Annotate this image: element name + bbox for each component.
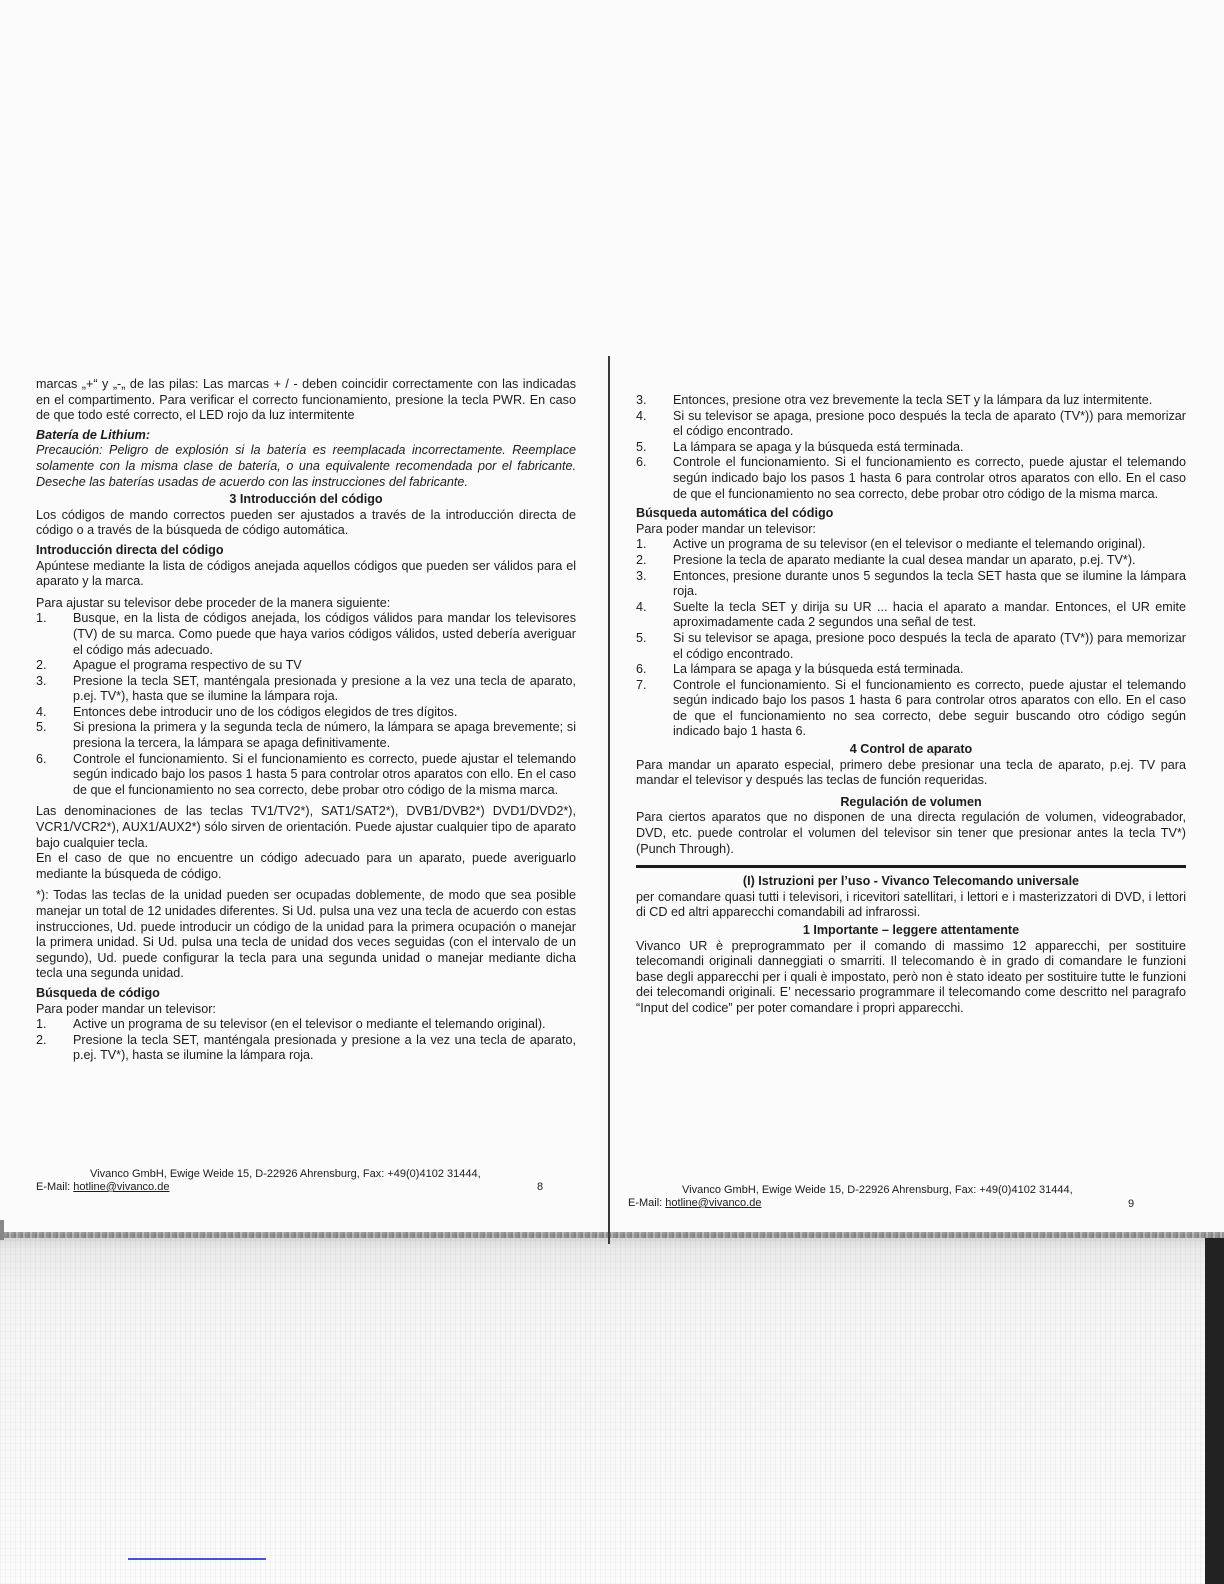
code-search-intro: Para poder mandar un televisor: xyxy=(36,1001,216,1016)
section4-text: Para mandar un aparato especial, primero debe presionar una tecla de aparato, p.ej. TV para mandar el televisor y después las teclas de función requeridas. xyxy=(636,757,1186,788)
italian-intro: per comandare quasi tutti i televisori, i ricevitori satellitari, i lettori e i masterizzatori di DVD, i lettori di CD ed altri apparecchi comandabili ad infrarossi. xyxy=(636,889,1186,920)
section-divider xyxy=(636,865,1186,868)
code-search-heading: Búsqueda de código xyxy=(36,985,160,1000)
list-item: 7. Controle el funcionamiento. Si el funcionamiento es correcto, puede ajustar el telemando según indicado bajo los pasos 1 hasta 6 para controlar otros aparatos con ello. En el caso de que el funcionamiento no sea correcto, debe seguir buscando otro código según indicado bajo 1 hasta 6. xyxy=(636,677,1186,739)
page-9 xyxy=(612,0,1224,1584)
list-item: 2. Presione la tecla de aparato mediante la cual desea mandar un aparato, p.ej. TV*). xyxy=(636,552,1136,567)
right-column xyxy=(636,393,1186,1017)
page-number: 8 xyxy=(537,1181,544,1193)
footer-address: Vivanco GmbH, Ewige Weide 15, D-22926 Ahrensburg, Fax: +49(0)4102 31444, xyxy=(90,1168,481,1180)
battery-intro-text: marcas „+“ y „-„ de las pilas: Las marcas + / - deben coincidir correctamente con las indicadas en el compartimento. Para verificar el correcto funcionamiento, presione la tecla PWR. En caso de que todo esté correcto, el LED rojo da luz intermitente xyxy=(36,377,576,423)
volume-text: Para ciertos aparatos que no disponen de una directa regulación de volumen, videograbador, DVD, etc. puede controlar el volumen del televisor sin tener que presionar antes la tecla TV*) (Punch Through). xyxy=(636,810,1186,856)
procedure-text: Para ajustar su televisor debe proceder de la manera siguiente: xyxy=(36,595,391,610)
list-item: 6. Controle el funcionamiento. Si el funcionamiento es correcto, puede ajustar el telemando según indicado bajo los pasos 1 hasta 6 para controlar otros aparatos con ello. En el caso de que el funcionamiento no sea correcto, debe probar otro código de la misma marca. xyxy=(636,455,1186,501)
search-steps-continued xyxy=(636,393,1186,502)
list-item: 6. Controle el funcionamiento. Si el funcionamiento es correcto, puede ajustar el telemando según indicado bajo los pasos 1 hasta 5 para controlar otros aparatos con ello. En el caso de que el funcionamiento no sea correcto, debe probar otro código de la misma marca. xyxy=(36,751,576,797)
section3-title: 3 Introducción del código xyxy=(229,492,383,507)
list-item: 2. Apague el programa respectivo de su TV xyxy=(36,658,302,673)
list-item: 1. Active un programa de su televisor (en el televisor o mediante el telemando original). xyxy=(36,1017,546,1032)
left-column xyxy=(36,377,576,1064)
direct-code-heading: Introducción directa del código xyxy=(36,542,224,557)
battery-caution-text: Precaución: Peligro de explosión si la batería es reemplacada incorrectamente. Reemplace solamente con la misma clase de batería, o una equivalente recomendada por el fabricante. Deseche las baterías usadas de acuerdo con las instrucciones del fabricante. xyxy=(36,443,576,489)
italian-section1-title: 1 Importante – leggere attentamente xyxy=(802,923,1020,937)
search-steps-list xyxy=(36,1017,576,1064)
auto-search-intro: Para poder mandar un televisor: xyxy=(636,521,816,536)
auto-search-heading: Búsqueda automática del código xyxy=(636,506,834,521)
direct-steps-list xyxy=(36,611,576,798)
list-item: 6. La lámpara se apaga y la búsqueda está terminada. xyxy=(636,662,964,677)
footer-email-link[interactable]: hotline@vivanco.de xyxy=(665,1197,762,1209)
section3-text: Los códigos de mando correctos pueden ser ajustados a través de la introducción directa de código o a través de la búsqueda de código automática. xyxy=(36,507,576,538)
list-item: 5. Si su televisor se apaga, presione poco después la tecla de aparato (TV*)) para memorizar el código encontrado. xyxy=(636,630,1186,661)
footnote-text: *): Todas las teclas de la unidad pueden ser ocupadas doblemente, de modo que sea posible manejar un total de 12 unidades diferentes. Si Ud. pulsa una vez una tecla de acuerdo con estas instrucciones, Ud. puede introducir un código de la unidad para la primera ocupación o manejar la primera unidad. Si Ud. pulsa una tecla de unidad dos veces seguidas (con el intervalo de un segundo), Ud. puede configurar la tecla para una segunda unidad o manejar mediante dicha tecla una segunda unidad. xyxy=(36,888,576,981)
italian-title: (I) Istruzioni per l’uso - Vivanco Telecomando universale xyxy=(742,874,1080,889)
list-item: 5. La lámpara se apaga y la búsqueda está terminada. xyxy=(636,439,964,454)
list-item: 3. Entonces, presione durante unos 5 segundos la tecla SET hasta que se ilumine la lámpara roja. xyxy=(636,568,1186,599)
auto-steps-list xyxy=(636,537,1186,740)
footer-email-label: E-Mail: xyxy=(628,1197,663,1209)
section4-title: 4 Control de aparato xyxy=(849,742,973,757)
list-item: 3. Entonces, presione otra vez brevemente la tecla SET y la lámpara da luz intermitente. xyxy=(636,393,1153,407)
footer xyxy=(628,1184,1148,1210)
volume-title: Regulación de volumen xyxy=(840,794,982,809)
list-item: 3. Presione la tecla SET, manténgala presionada y presione a la vez una tecla de aparato, p.ej. TV*), hasta que se ilumine la lámpara roja. xyxy=(36,673,576,704)
footer xyxy=(36,1168,556,1194)
no-code-text: En el caso de que no encuentre un código adecuado para un aparato, puede averiguarlo mediante la búsqueda de código. xyxy=(36,851,576,881)
footer-email-link[interactable]: hotline@vivanco.de xyxy=(73,1181,170,1193)
battery-heading: Batería de Lithium: xyxy=(36,427,151,442)
list-item: 2. Presione la tecla SET, manténgala presionada y presione a la vez una tecla de aparato, p.ej. TV*), hasta se ilumine la lámpara roja. xyxy=(36,1032,576,1063)
list-item: 4. Entonces debe introducir uno de los códigos elegidos de tres dígitos. xyxy=(36,704,458,719)
footer-email-label: E-Mail: xyxy=(36,1181,71,1193)
list-item: 4. Si su televisor se apaga, presione poco después la tecla de aparato (TV*)) para memorizar el código encontrado. xyxy=(636,408,1186,439)
denominations-text: Las denominaciones de las teclas TV1/TV2*), SAT1/SAT2*), DVB1/DVB2*) DVD1/DVD2*), VCR1/VCR2*), AUX1/AUX2*) sólo sirven de orientación. Puede ajustar cualquier tipo de aparato bajo cualquier tecla. xyxy=(36,804,576,850)
direct-code-text: Apúntese mediante la lista de códigos anejada aquellos códigos que pueden ser válidos para el aparato y la marca. xyxy=(36,558,576,589)
italian-section1-text: Vivanco UR è preprogrammato per il comando di massimo 12 apparecchi, per sostituire telecomandi originali danneggiati o smarriti. Il telecomando è in grado di comandare le funzioni base degli apparecchi per i quali è impostato, però non è stato ideato per sostituire tutte le funzioni dei telecomandi originali. E’ necessario programmare il telecomando come descritto nel paragrafo “Input del codice” per poter comandare i propri apparecchi. xyxy=(636,938,1186,1015)
list-item: 4. Suelte la tecla SET y dirija su UR ... hacia el aparato a mandar. Entonces, el UR emite aproximadamente cada 2 segundos una señal de test. xyxy=(636,599,1186,630)
list-item: 1. Active un programa de su televisor (en el televisor o mediante el telemando original). xyxy=(636,537,1146,552)
list-item: 5. Si presiona la primera y la segunda tecla de número, la lámpara se apaga brevemente; si presiona la tercera, la lámpara se apaga definitivamente. xyxy=(36,720,576,751)
footer-address: Vivanco GmbH, Ewige Weide 15, D-22926 Ahrensburg, Fax: +49(0)4102 31444, xyxy=(682,1184,1073,1196)
list-item: 1. Busque, en la lista de códigos anejada, los códigos válidos para mandar los televisores (TV) de su marca. Como puede que haya varios códigos válidos, usted debería averiguar el código más adecuado. xyxy=(36,611,576,657)
page-number: 9 xyxy=(1128,1198,1135,1210)
